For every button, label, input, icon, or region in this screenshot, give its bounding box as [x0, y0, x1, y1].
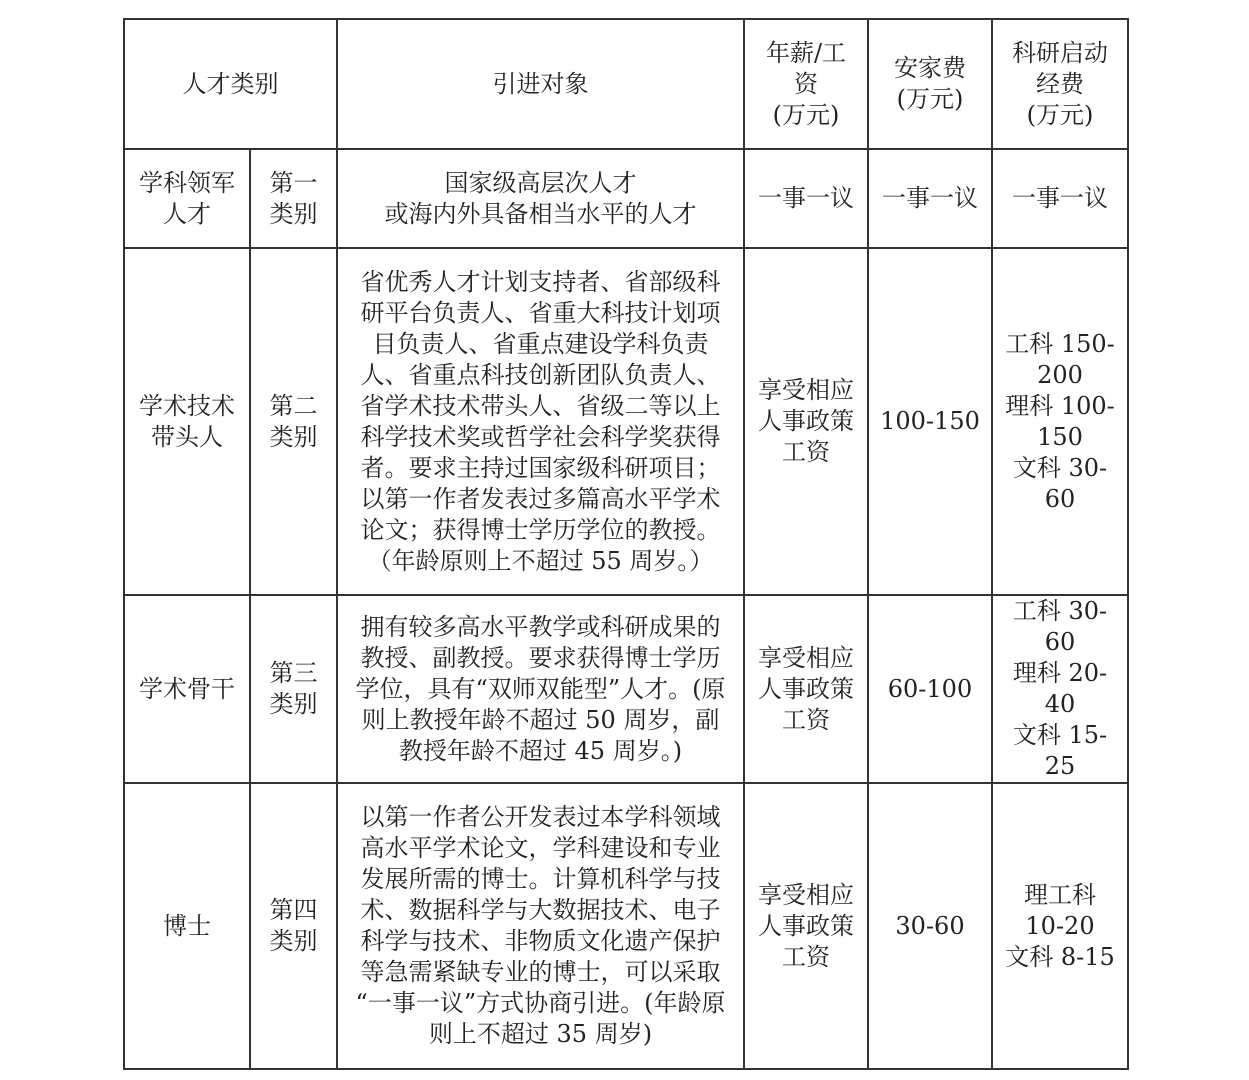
header-settlement: 安家费 (万元) — [868, 19, 992, 149]
talent-salary: 享受相应 人事政策 工资 — [744, 248, 868, 595]
talent-target: 拥有较多高水平教学或科研成果的 教授、副教授。要求获得博士学历 学位，具有“双师双能型”人才。(原 则上教授年龄不超过 50 周岁，副 教授年龄不超过 45 周岁。) — [337, 595, 744, 783]
talent-class: 第一 类别 — [250, 149, 337, 248]
talent-research: 一事一议 — [992, 149, 1128, 248]
talent-settlement: 30-60 — [868, 783, 992, 1069]
talent-class: 第四 类别 — [250, 783, 337, 1069]
talent-target: 以第一作者公开发表过本学科领域 高水平学术论文，学科建设和专业 发展所需的博士。计算机科学与技 术、数据科学与大数据技术、电子 科学与技术、非物质文化遗产保护 等急需紧缺专业的博士，可以采取 “一事一议”方式协商引进。(年龄原 则上不超过 35 周岁) — [337, 783, 744, 1069]
talent-settlement: 100-150 — [868, 248, 992, 595]
talent-class: 第三 类别 — [250, 595, 337, 783]
talent-target: 省优秀人才计划支持者、省部级科 研平台负责人、省重大科技计划项 目负责人、省重点建设学科负责 人、省重点科技创新团队负责人、 省学术技术带头人、省级二等以上 科学技术奖或哲学社会科学奖获得 者。要求主持过国家级科研项目； 以第一作者发表过多篇高水平学术 论文；获得博士学历学位的教授。 （年龄原则上不超过 55 周岁。） — [337, 248, 744, 595]
talent-settlement: 一事一议 — [868, 149, 992, 248]
table-row — [124, 248, 1128, 595]
talent-name: 学科领军 人才 — [124, 149, 250, 248]
header-salary: 年薪/工 资 (万元) — [744, 19, 868, 149]
talent-salary: 一事一议 — [744, 149, 868, 248]
talent-salary: 享受相应 人事政策 工资 — [744, 595, 868, 783]
talent-target: 国家级高层次人才 或海内外具备相当水平的人才 — [337, 149, 744, 248]
talent-name: 学术骨干 — [124, 595, 250, 783]
table-row — [124, 149, 1128, 248]
talent-name: 博士 — [124, 783, 250, 1069]
talent-name: 学术技术 带头人 — [124, 248, 250, 595]
table-row — [124, 595, 1128, 783]
header-row — [124, 19, 1128, 149]
table-row — [124, 783, 1128, 1069]
talent-research: 工科 30- 60 理科 20- 40 文科 15- 25 — [992, 595, 1128, 783]
talent-settlement: 60-100 — [868, 595, 992, 783]
talent-research: 理工科 10-20 文科 8-15 — [992, 783, 1128, 1069]
talent-table — [123, 18, 1129, 1070]
header-research: 科研启动 经费 (万元) — [992, 19, 1128, 149]
talent-salary: 享受相应 人事政策 工资 — [744, 783, 868, 1069]
talent-class: 第二 类别 — [250, 248, 337, 595]
talent-research: 工科 150- 200 理科 100- 150 文科 30- 60 — [992, 248, 1128, 595]
header-category: 人才类别 — [124, 19, 337, 149]
header-target: 引进对象 — [337, 19, 744, 149]
